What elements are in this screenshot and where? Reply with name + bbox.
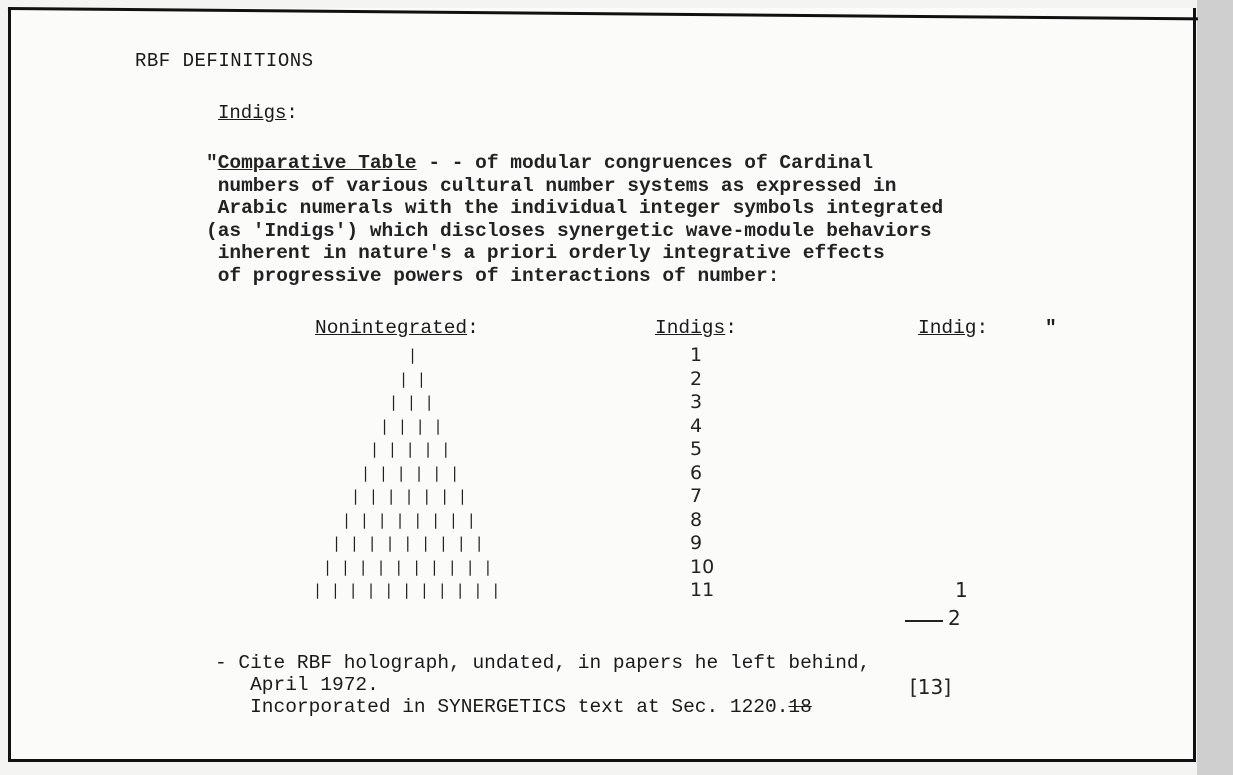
section-title [218, 102, 298, 124]
tally-row: | | | | | | | | [344, 510, 478, 529]
column-colon: : [725, 317, 737, 339]
document-heading: RBF DEFINITIONS [135, 50, 314, 72]
tally-row: | | | | | | | | | [334, 534, 486, 552]
lead-term: Comparative Table [217, 152, 417, 174]
tally-row: | | | | | | | | | | | [315, 581, 503, 599]
indig-value: 9 [690, 532, 703, 554]
indig-dash [905, 620, 943, 622]
tally-row: | | | | | [372, 440, 453, 458]
tally-row: | | | | | | | [353, 487, 469, 505]
ditto-mark: " [1045, 317, 1057, 339]
page-margin [1197, 0, 1233, 775]
paragraph-line-4: (as 'Indigs') which discloses synergetic wave-module behaviors [206, 219, 932, 242]
tally-row: | | | | | | | | | | [325, 557, 495, 576]
tally-row: | | | | | | [363, 463, 462, 482]
paragraph-line-5: inherent in nature's a priori orderly integrative effects [217, 242, 885, 264]
note-line-2: April 1972. [250, 674, 379, 696]
tally-row: | | | [391, 393, 436, 411]
tally-row: | | | | [382, 416, 445, 435]
section-title-text: Indigs [218, 102, 287, 124]
paragraph-line-2: numbers of various cultural number systems as expressed in [217, 174, 897, 197]
column-indigs-label: Indigs [655, 317, 726, 339]
column-indig-label: Indig [918, 317, 977, 339]
indig-value: 4 [690, 414, 703, 437]
indig-value: 8 [690, 508, 703, 531]
column-indig-header [918, 317, 988, 339]
indig-value: 6 [690, 461, 703, 484]
indig-value: 7 [690, 485, 703, 507]
column-nonintegrated-header [315, 317, 479, 339]
indig-value: 3 [690, 391, 703, 413]
indig-value: 11 [690, 579, 715, 601]
paragraph-line-3: Arabic numerals with the individual integer symbols integrated [217, 197, 944, 219]
paragraph-line-6: of progressive powers of interactions of number: [217, 264, 780, 287]
indig-value: 1 [690, 344, 703, 366]
section-title-colon: : [286, 102, 298, 124]
document-page [8, 8, 1196, 762]
indig-mark-2: 2 [948, 606, 961, 630]
indig-value: 5 [690, 438, 703, 460]
handwritten-bracket-number: [13] [910, 675, 952, 699]
indig-value: 10 [690, 555, 715, 578]
note-line-3: Incorporated in SYNERGETICS text at Sec. 1220. [250, 696, 789, 718]
note-line-1: - Cite RBF holograph, undated, in papers he left behind, [215, 652, 871, 674]
paragraph-line-1: - - of modular congruences of Cardinal [416, 152, 874, 174]
open-quote: " [206, 152, 218, 174]
tally-row: | [410, 346, 420, 364]
indig-mark-1: 1 [955, 578, 968, 602]
citation-note [215, 652, 870, 718]
column-colon: : [976, 317, 989, 339]
struck-section-number: 18 [788, 696, 812, 718]
column-indigs-header [655, 317, 737, 339]
definition-paragraph [206, 152, 943, 287]
indig-value: 2 [690, 367, 703, 390]
column-colon: : [467, 317, 479, 339]
tally-row: | | [401, 369, 428, 388]
column-nonintegrated-label: Nonintegrated [315, 317, 468, 339]
